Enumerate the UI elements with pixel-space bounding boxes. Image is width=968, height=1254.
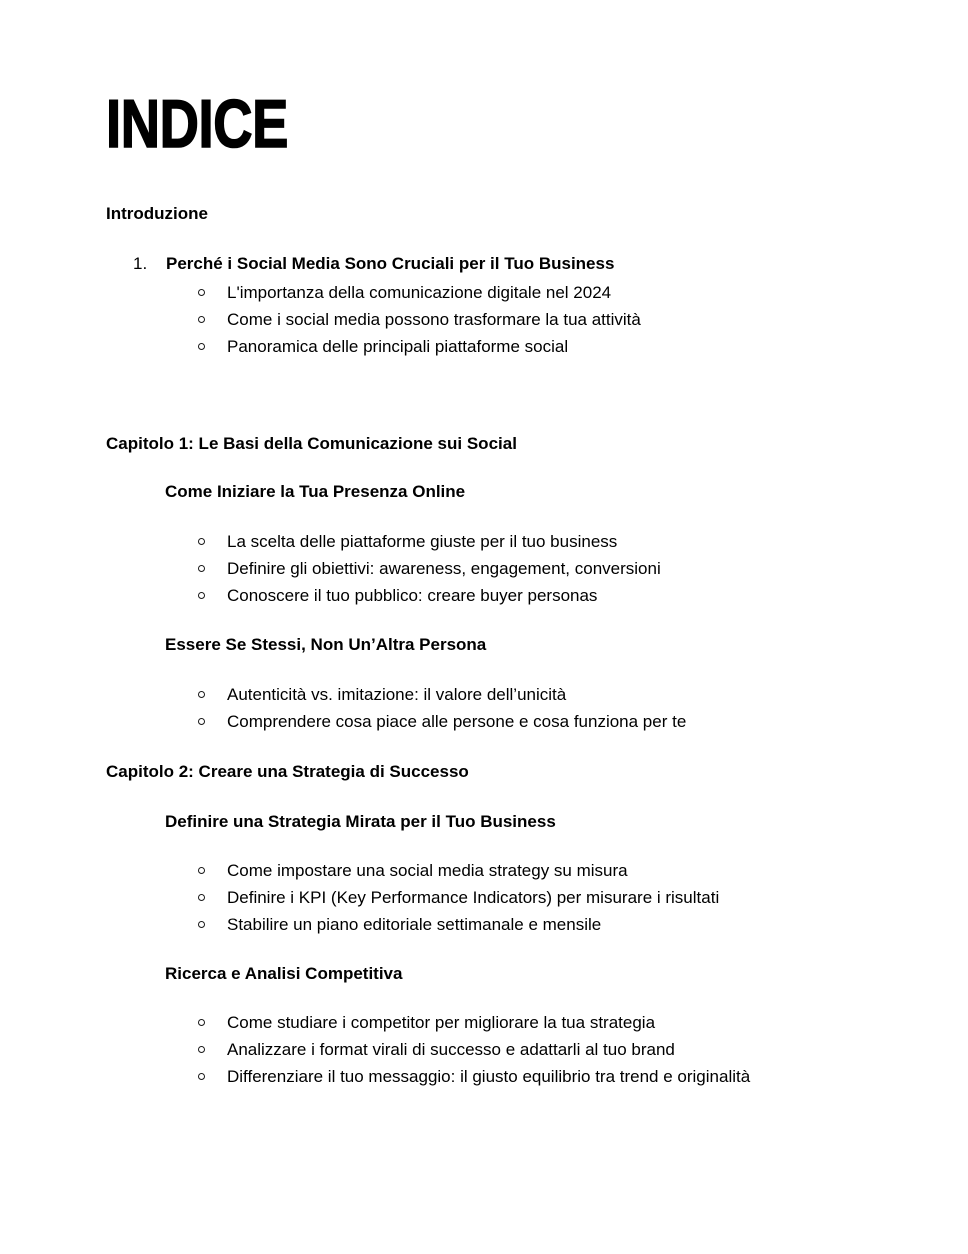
list-item-text: Differenziare il tuo messaggio: il giusto equilibrio tra trend e originalità xyxy=(227,1067,751,1086)
list-item xyxy=(198,582,661,609)
list-item xyxy=(198,1009,750,1036)
list-item-text: Autenticità vs. imitazione: il valore dell’unicità xyxy=(227,685,567,704)
list-item-text: Panoramica delle principali piattaforme social xyxy=(227,337,569,356)
list-item-text: Come studiare i competitor per migliorare la tua strategia xyxy=(227,1013,656,1032)
list-item-text: Stabilire un piano editoriale settimanale e mensile xyxy=(227,915,602,934)
circle-bullet-icon xyxy=(198,921,205,928)
bullet-list-come-iniziare xyxy=(198,528,661,609)
list-item-text: Come i social media possono trasformare la tua attività xyxy=(227,310,641,329)
list-item xyxy=(198,279,641,306)
list-item-text: Conoscere il tuo pubblico: creare buyer personas xyxy=(227,586,598,605)
subheading-come-iniziare: Come Iniziare la Tua Presenza Online xyxy=(165,482,466,501)
list-item xyxy=(198,306,641,333)
circle-bullet-icon xyxy=(198,538,205,545)
list-item xyxy=(198,528,661,555)
chapter-heading-1: Capitolo 1: Le Basi della Comunicazione sui Social xyxy=(106,434,517,453)
bullet-list-introduzione xyxy=(198,279,641,360)
list-item xyxy=(198,911,719,938)
list-item-text: Definire gli obiettivi: awareness, engagement, conversioni xyxy=(227,559,661,578)
list-item-text: Analizzare i format virali di successo e adattarli al tuo brand xyxy=(227,1040,675,1059)
list-item xyxy=(198,857,719,884)
list-item-text: L'importanza della comunicazione digitale nel 2024 xyxy=(227,283,612,302)
list-item xyxy=(198,1063,750,1090)
bullet-list-essere-se-stessi xyxy=(198,681,686,735)
subheading-ricerca-analisi: Ricerca e Analisi Competitiva xyxy=(165,964,403,983)
list-item xyxy=(198,708,686,735)
bullet-list-ricerca-analisi xyxy=(198,1009,750,1090)
circle-bullet-icon xyxy=(198,316,205,323)
circle-bullet-icon xyxy=(198,718,205,725)
circle-bullet-icon xyxy=(198,1019,205,1026)
circle-bullet-icon xyxy=(198,343,205,350)
circle-bullet-icon xyxy=(198,565,205,572)
circle-bullet-icon xyxy=(198,867,205,874)
list-number-marker: 1. xyxy=(133,254,148,273)
section-heading-introduzione: Introduzione xyxy=(106,204,208,223)
circle-bullet-icon xyxy=(198,289,205,296)
circle-bullet-icon xyxy=(198,691,205,698)
circle-bullet-icon xyxy=(198,1046,205,1053)
list-item xyxy=(198,681,686,708)
chapter-heading-2: Capitolo 2: Creare una Strategia di Successo xyxy=(106,762,469,781)
circle-bullet-icon xyxy=(198,592,205,599)
list-item-text: Comprendere cosa piace alle persone e cosa funziona per te xyxy=(227,712,687,731)
bullet-list-definire-strategia xyxy=(198,857,719,938)
list-item xyxy=(198,1036,750,1063)
list-item xyxy=(198,884,719,911)
list-item xyxy=(198,333,641,360)
numbered-list-item xyxy=(133,253,614,275)
numbered-item-label: Perché i Social Media Sono Cruciali per il Tuo Business xyxy=(166,254,615,273)
list-item xyxy=(198,555,661,582)
circle-bullet-icon xyxy=(198,894,205,901)
list-item-text: La scelta delle piattaforme giuste per il tuo business xyxy=(227,532,618,551)
circle-bullet-icon xyxy=(198,1073,205,1080)
subheading-essere-se-stessi: Essere Se Stessi, Non Un’Altra Persona xyxy=(165,635,487,654)
subheading-definire-strategia: Definire una Strategia Mirata per il Tuo Business xyxy=(165,812,556,831)
list-item-text: Definire i KPI (Key Performance Indicators) per misurare i risultati xyxy=(227,888,720,907)
page-title: INDICE xyxy=(106,85,288,162)
list-item-text: Come impostare una social media strategy su misura xyxy=(227,861,628,880)
